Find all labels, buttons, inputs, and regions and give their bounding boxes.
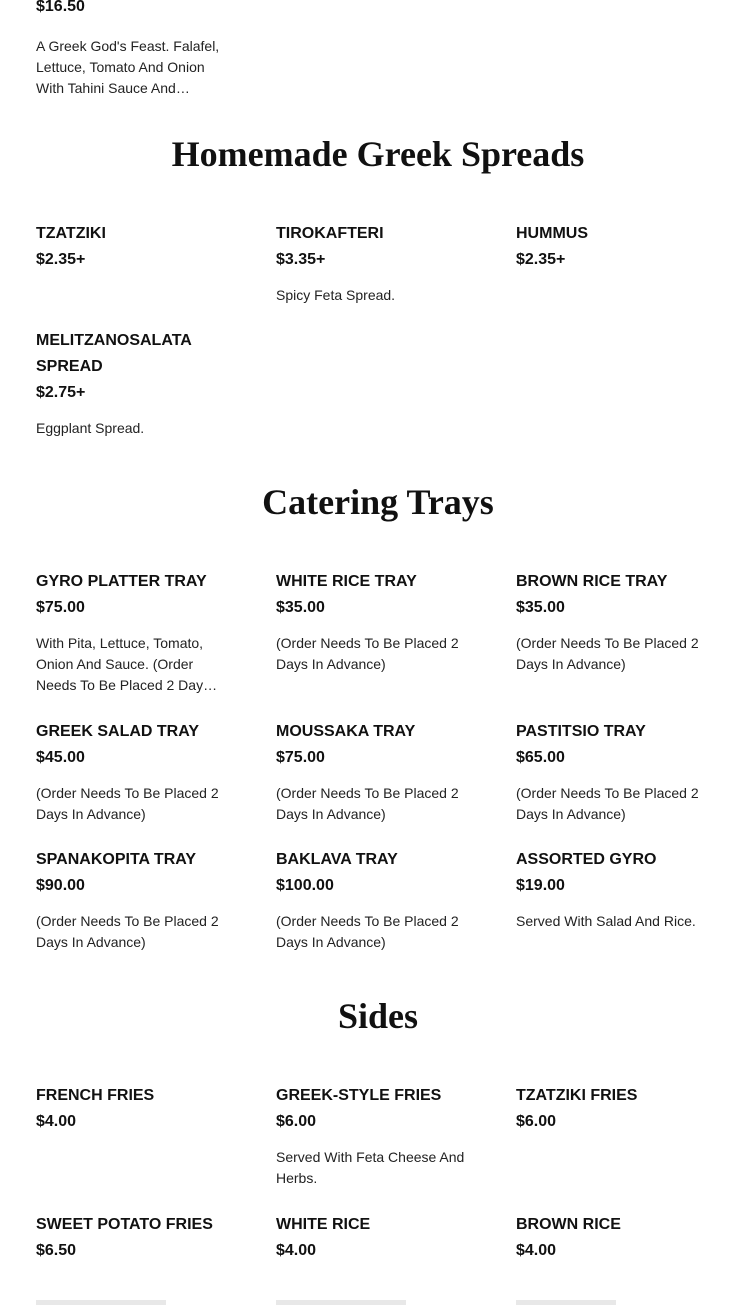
item-price: $6.50 [36, 1242, 77, 1259]
loading-placeholder [36, 1300, 166, 1305]
menu-item-pastitsio-tray[interactable] [516, 719, 716, 825]
menu-item-greek-style-fries[interactable] [276, 1083, 476, 1189]
menu-item-brown-rice-tray[interactable] [516, 569, 716, 675]
item-price: $2.75+ [36, 384, 86, 401]
item-name: MOUSSAKA TRAY [276, 723, 416, 740]
item-price: $4.00 [516, 1242, 557, 1259]
item-price: $6.00 [276, 1113, 317, 1130]
item-description: With Pita, Lettuce, Tomato, Onion And Sauce. (Order Needs To Be Placed 2 Day… [36, 635, 218, 693]
item-price: $65.00 [516, 749, 565, 766]
menu-item-gyro-platter-tray[interactable] [36, 569, 236, 696]
item-price: $2.35+ [516, 251, 566, 268]
item-description: (Order Needs To Be Placed 2 Days In Advance) [36, 785, 219, 822]
menu-item-moussaka-tray[interactable] [276, 719, 476, 825]
item-description: Served With Salad And Rice. [516, 913, 696, 929]
item-price: $35.00 [516, 599, 565, 616]
item-description: A Greek God's Feast. Falafel, Lettuce, Tomato And Onion With Tahini Sauce And… [36, 38, 220, 96]
loading-placeholder [276, 1300, 406, 1305]
menu-item-tirokafteri[interactable] [276, 221, 476, 306]
item-name: SWEET POTATO FRIES [36, 1216, 213, 1233]
item-name: MELITZANOSALATA SPREAD [36, 332, 192, 375]
item-price: $6.00 [516, 1113, 557, 1130]
item-description: (Order Needs To Be Placed 2 Days In Advance) [516, 785, 699, 822]
menu-item-assorted-gyro[interactable] [516, 847, 716, 932]
menu-item-white-rice-tray[interactable] [276, 569, 476, 675]
menu-item-melitzanosalata[interactable] [36, 328, 236, 439]
item-name: HUMMUS [516, 225, 588, 242]
item-name: BROWN RICE TRAY [516, 573, 668, 590]
menu-item-baklava-tray[interactable] [276, 847, 476, 953]
item-name: PASTITSIO TRAY [516, 723, 646, 740]
menu-item-tzatziki[interactable] [36, 221, 236, 273]
loading-placeholder [516, 1300, 616, 1305]
item-name: WHITE RICE TRAY [276, 573, 417, 590]
item-name: ASSORTED GYRO [516, 851, 657, 868]
item-name: TIROKAFTERI [276, 225, 384, 242]
item-name: TZATZIKI FRIES [516, 1087, 638, 1104]
item-name: SPANAKOPITA TRAY [36, 851, 197, 868]
menu-item-spanakopita-tray[interactable] [36, 847, 236, 953]
section-title-spreads: Homemade Greek Spreads [171, 134, 585, 174]
section-title-sides: Sides [337, 996, 419, 1036]
item-name: GREEK SALAD TRAY [36, 723, 199, 740]
item-name: TZATZIKI [36, 225, 106, 242]
item-price: $75.00 [276, 749, 325, 766]
item-name: FRENCH FRIES [36, 1087, 155, 1104]
item-price: $19.00 [516, 877, 565, 894]
item-description: (Order Needs To Be Placed 2 Days In Advance) [36, 913, 219, 950]
item-price: $3.35+ [276, 251, 326, 268]
menu-item-french-fries[interactable] [36, 1083, 236, 1135]
item-price: $35.00 [276, 599, 325, 616]
item-name: BROWN RICE [516, 1216, 621, 1233]
menu-item-white-rice[interactable] [276, 1212, 476, 1264]
item-price: $90.00 [36, 877, 85, 894]
item-description: Eggplant Spread. [36, 420, 145, 436]
item-description: (Order Needs To Be Placed 2 Days In Advance) [276, 785, 459, 822]
item-name: GYRO PLATTER TRAY [36, 573, 207, 590]
item-price: $100.00 [276, 877, 334, 894]
item-price: $4.00 [276, 1242, 317, 1259]
item-name: WHITE RICE [276, 1216, 371, 1233]
item-price: $2.35+ [36, 251, 86, 268]
item-price: $16.50 [36, 0, 85, 15]
menu-item-brown-rice[interactable] [516, 1212, 716, 1264]
item-description: (Order Needs To Be Placed 2 Days In Advance) [516, 635, 699, 672]
menu-item-tzatziki-fries[interactable] [516, 1083, 716, 1135]
menu-item-greek-salad-tray[interactable] [36, 719, 236, 825]
item-description: Served With Feta Cheese And Herbs. [276, 1149, 465, 1186]
item-price: $45.00 [36, 749, 85, 766]
item-description: (Order Needs To Be Placed 2 Days In Advance) [276, 635, 459, 672]
menu-item-hummus[interactable] [516, 221, 716, 273]
item-description: (Order Needs To Be Placed 2 Days In Advance) [276, 913, 459, 950]
item-name: BAKLAVA TRAY [276, 851, 398, 868]
item-name: GREEK-STYLE FRIES [276, 1087, 442, 1104]
menu-item-sweet-potato-fries[interactable] [36, 1212, 236, 1264]
section-title-catering: Catering Trays [262, 482, 494, 522]
item-description: Spicy Feta Spread. [276, 287, 396, 303]
menu-item-top[interactable] [36, 0, 236, 99]
item-price: $4.00 [36, 1113, 77, 1130]
item-price: $75.00 [36, 599, 85, 616]
